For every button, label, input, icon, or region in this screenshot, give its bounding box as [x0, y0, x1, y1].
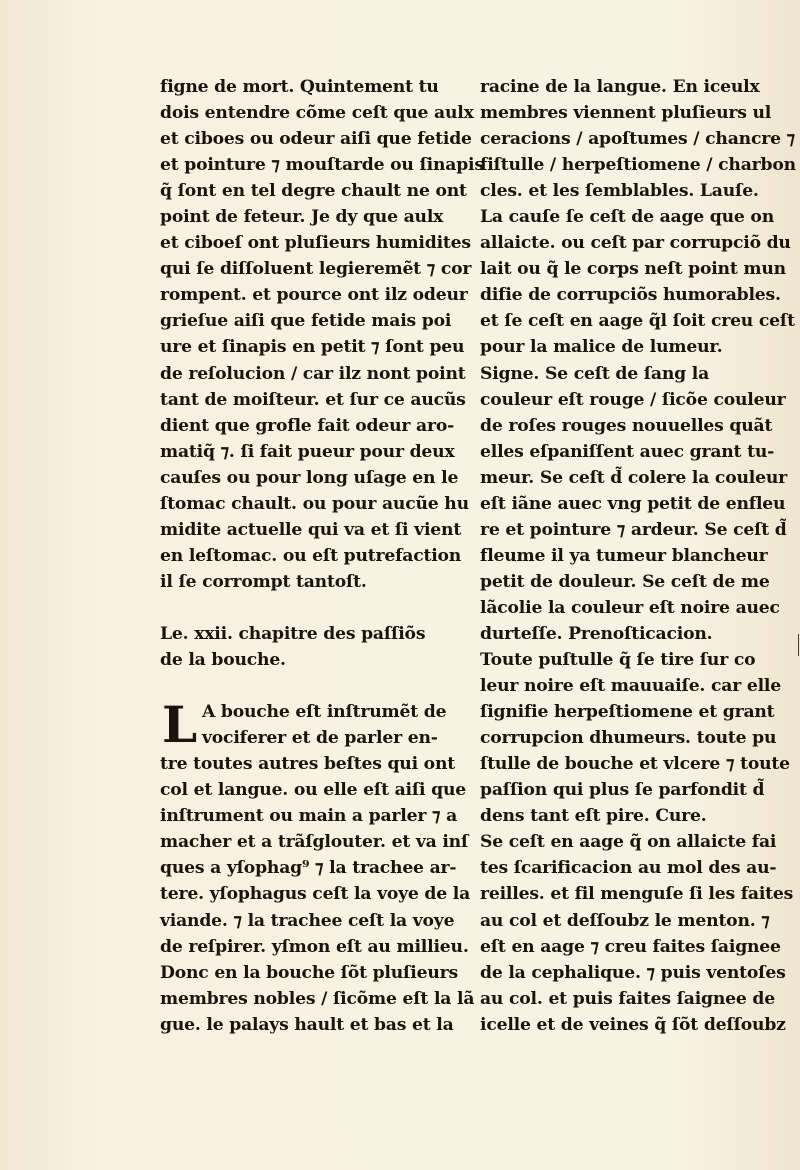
text-line: La cauſe ſe ceſt de aage que on [480, 207, 774, 228]
chapter-opening [160, 695, 475, 755]
text-line: lãcolie la couleur eſt noire auec [480, 597, 780, 618]
text-line: qui ſe diſſoluent legieremẽt ⁊ cor [160, 259, 472, 280]
drop-initial: L [162, 695, 197, 755]
text-line: ſtomac chault. ou pour aucũe hu [160, 493, 469, 514]
text-line: ceracions / apoſtumes / chancre ⁊ [480, 129, 795, 150]
text-line: gue. le palays hault et bas et la [160, 1014, 454, 1035]
text-line: inſtrument ou main a parler ⁊ a [160, 806, 458, 827]
text-line: reilles. et fil menguſe ſi les faites [480, 884, 794, 905]
text-line: en leſtomac. ou eſt putrefaction [160, 545, 462, 566]
text-line: cles. et les ſemblables. Lauſe. [480, 181, 759, 202]
text-line: cauſes ou pour long uſage en le [160, 467, 459, 488]
text-line: ure et ſinapis en petit ⁊ ſont peu [160, 337, 465, 358]
text-line: icelle et de veines q̃ ſõt deſſoubz [480, 1014, 786, 1035]
margin-mark [792, 634, 799, 656]
text-line: macher et a trãſglouter. et va inſ [160, 832, 469, 853]
text-line: difie de corrupciõs humorables. [480, 285, 781, 306]
text-line: re et pointure ⁊ ardeur. Se ceſt d̃ [480, 519, 787, 540]
text-line: petit de douleur. Se ceſt de me [480, 571, 770, 592]
text-line: membres viennent pluſieurs ul [480, 103, 772, 124]
text-line: rompent. et pource ont ilz odeur [160, 285, 468, 306]
text-line: ques a yſophag⁹ ⁊ la trachee ar- [160, 858, 457, 879]
text-line: allaicte. ou ceſt par corrupciõ du [480, 233, 791, 254]
text-line: au col. et puis faites ſaignee de [480, 988, 775, 1009]
text-line: col et langue. ou elle eſt aiſi que [160, 780, 467, 801]
text-line: eſt en aage ⁊ creu faites ſaignee [480, 936, 781, 957]
text-line: de la bouche. [160, 650, 286, 671]
text-line: au col et deſſoubz le menton. ⁊ [480, 910, 770, 931]
text-line: q̃ ſont en tel degre chault ne ont [160, 181, 467, 202]
text-line: couleur eſt rouge / ſicõe couleur [480, 389, 786, 410]
text-line: point de feteur. Je dy que aulx [160, 207, 444, 228]
text-line: midite actuelle qui va et ſi vient [160, 519, 462, 540]
text-line: fleume il ya tumeur blancheur [480, 545, 768, 566]
text-line: dois entendre cõme ceſt que aulx [160, 103, 474, 124]
right-column [480, 74, 795, 1038]
text-line: dient que grofle fait odeur aro- [160, 415, 455, 436]
text-line: et ciboes ou odeur aiſi que fetide [160, 129, 472, 150]
text-line: figne de mort. Quintement tu [160, 77, 439, 97]
running-head [580, 10, 740, 26]
left-column [160, 74, 484, 1038]
text-line: corrupcion dhumeurs. toute pu [480, 728, 777, 749]
text-line: elles eſpaniſſent auec grant tu- [480, 441, 775, 462]
text-line: Le. xxii. chapitre des paſſiõs [160, 623, 426, 644]
text-line: A bouche eſt inſtrumẽt de [202, 702, 447, 723]
text-line: tes ſcarificacion au mol des au- [480, 858, 777, 879]
text-line: de reſpirer. yſmon eſt au millieu. [160, 936, 469, 957]
text-line: matiq̃ ⁊. ſi fait pueur pour deux [160, 441, 455, 462]
text-line: ſignifie herpeſtiomene et grant [480, 702, 775, 723]
text-line: leur noire eſt mauuaiſe. car elle [480, 676, 781, 697]
text-line: il ſe corrompt tantoſt. [160, 571, 367, 592]
text-line: paſſion qui plus ſe parfondit d̃ [480, 780, 765, 801]
text-line: de reſolucion / car ilz nont point [160, 363, 466, 384]
text-line: Donc en la bouche ſõt pluſieurs [160, 962, 458, 983]
text-line: ſtulle de bouche et vlcere ⁊ toute [480, 754, 790, 775]
text-line: membres nobles / ſicõme eſt la lã [160, 988, 475, 1009]
text-line: lait ou q̃ le corps neſt point mun [480, 259, 786, 280]
text-line: tre toutes autres beſtes qui ont [160, 754, 455, 775]
paragraph-gap [160, 595, 475, 621]
text-line: viande. ⁊ la trachee ceſt la voye [160, 910, 455, 931]
text-line: pour la malice de lumeur. [480, 337, 723, 358]
text-line: et pointure ⁊ mouſtarde ou ſinapis [160, 155, 484, 176]
text-line: et ciboeſ ont pluſieurs humidites [160, 233, 471, 254]
text-line: dens tant eſt pire. Cure. [480, 806, 707, 827]
text-line: Signe. Se ceſt de ſang la [480, 363, 710, 384]
paragraph-gap [160, 673, 475, 699]
text-line: vociferer et de parler en- [202, 728, 438, 749]
text-line: fiſtulle / herpeſtiomene / charbon [480, 155, 796, 176]
text-line: eſt iãne auec vng petit de enfleu [480, 493, 786, 514]
text-line: racine de la langue. En iceulx [480, 77, 760, 97]
text-line: meur. Se ceſt d̃ colere la couleur [480, 467, 787, 488]
text-line: Se ceſt en aage q̃ on allaicte fai [480, 832, 777, 853]
text-line: durteſſe. Prenoſticacion. [480, 623, 713, 644]
text-line: Toute puſtulle q̃ ſe tire ſur co [480, 650, 756, 671]
text-line: tere. yſophagus ceſt la voye de la [160, 884, 471, 905]
text-line: tant de moiſteur. et ſur ce aucũs [160, 389, 466, 410]
text-line: de la cephalique. ⁊ puis ventoſes [480, 962, 786, 983]
text-line: de roſes rouges nouuelles quãt [480, 415, 773, 436]
text-line: grieſue aiſi que fetide mais poi [160, 311, 452, 332]
text-line: et ſe ceſt en aage q̃l ſoit creu ceſt [480, 311, 795, 332]
